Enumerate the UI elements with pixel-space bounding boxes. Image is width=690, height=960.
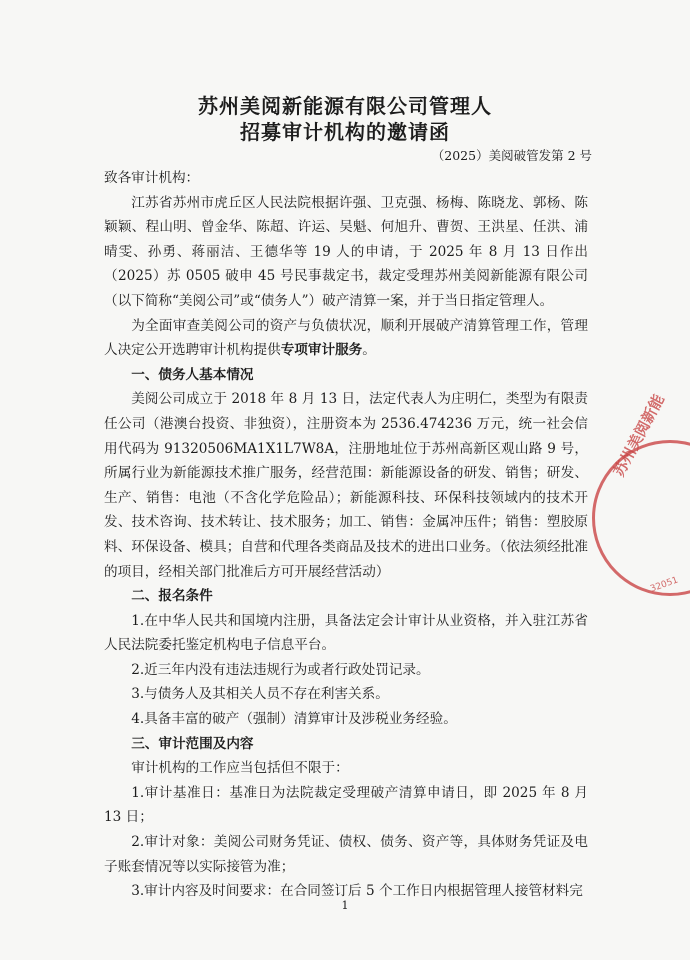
list-item: 3.审计内容及时间要求：在合同签订后 5 个工作日内根据管理人接管材料完 [131,883,583,900]
paragraph-purpose [104,314,588,363]
salutation: 致各审计机构： [104,170,200,186]
section-heading-debtor: 一、债务人基本情况 [131,366,254,383]
scope-intro: 审计机构的工作应当包括但不限于： [131,760,349,777]
list-item: 2.近三年内没有违法违规行为或者行政处罚记录。 [131,661,430,678]
seal-text: 苏州美阅新能 [609,391,668,480]
document-title-line1: 苏州美阅新能源有限公司管理人 [198,94,492,118]
list-item: 1.在中华人民共和国境内注册，具备法定会计审计从业资格，并入驻江苏省人民法院委托鉴定机构电子信息平台。 [104,612,588,654]
purpose-end: 。 [362,342,376,359]
list-item: 2.审计对象：美阅公司财务凭证、债权、债务、资产等，具体财务凭证及电子账套情况等以实际接管为准； [104,834,588,875]
purpose-text: 为全面审查美阅公司的资产与负债状况，顺利开展破产清算管理工作，管理人决定公开选聘审计机构提供 [104,317,588,359]
page-number: 1 [341,899,349,912]
paragraph-debtor-info: 美阅公司成立于 2018 年 8 月 13 日，法定代表人为庄明仁，类型为有限责任公司（港澳台投资、非独资），注册资本为 2536.474236 万元，统一社会信用代码为 91320506MA1X1L7W8A，注册地址位于苏州高新区观山路 9 号，所属行业为新能源技术推广服务，经营范围：新能源设备的研发、销售；研发、生产、销售：电池（不含化学危险品）；新能源科技、环保科技领域内的技术开发、技术咨询、技术转让、技术服务；加工、销售：金属冲压件；销售：塑胶原料、环保设备、模具；自营和代理各类商品及技术的进出口业务。（依法须经批准的项目，经相关部门批准后方可开展经营活动） [104,391,588,580]
list-item: 3.与债务人及其相关人员不存在利害关系。 [131,686,389,703]
list-item: 1.审计基准日：基准日为法院裁定受理破产清算申请日，即 2025 年 8 月 13 日； [104,784,588,826]
purpose-emphasis: 专项审计服务 [280,342,363,359]
company-seal-stamp [592,440,690,596]
document-body [104,166,588,904]
seal-number: 32051 [649,575,680,595]
list-item: 4.具备丰富的破产（强制）清算审计及涉税业务经验。 [131,711,457,728]
document-number: （2025）美阅破管发第 2 号 [431,148,592,163]
section-heading-scope: 三、审计范围及内容 [131,735,254,752]
section-heading-eligibility: 二、报名条件 [131,588,213,605]
document-title-line2: 招募审计机构的邀请函 [240,120,450,144]
paragraph-case-intro: 江苏省苏州市虎丘区人民法院根据许强、卫克强、杨梅、陈晓龙、郭杨、陈颖颖、程山明、曾金华、陈超、许运、吴魁、何旭升、曹贺、王洪星、任洪、浦晴雯、孙勇、蒋丽洁、王德华等 19 人的申请，于 2025 年 8 月 13 日作出（2025）苏 0505 破申 45 号民事裁定书，裁定受理苏州美阅新能源有限公司（以下简称“美阅公司”或“债务人”）破产清算一案，并于当日指定管理人。 [104,194,588,309]
